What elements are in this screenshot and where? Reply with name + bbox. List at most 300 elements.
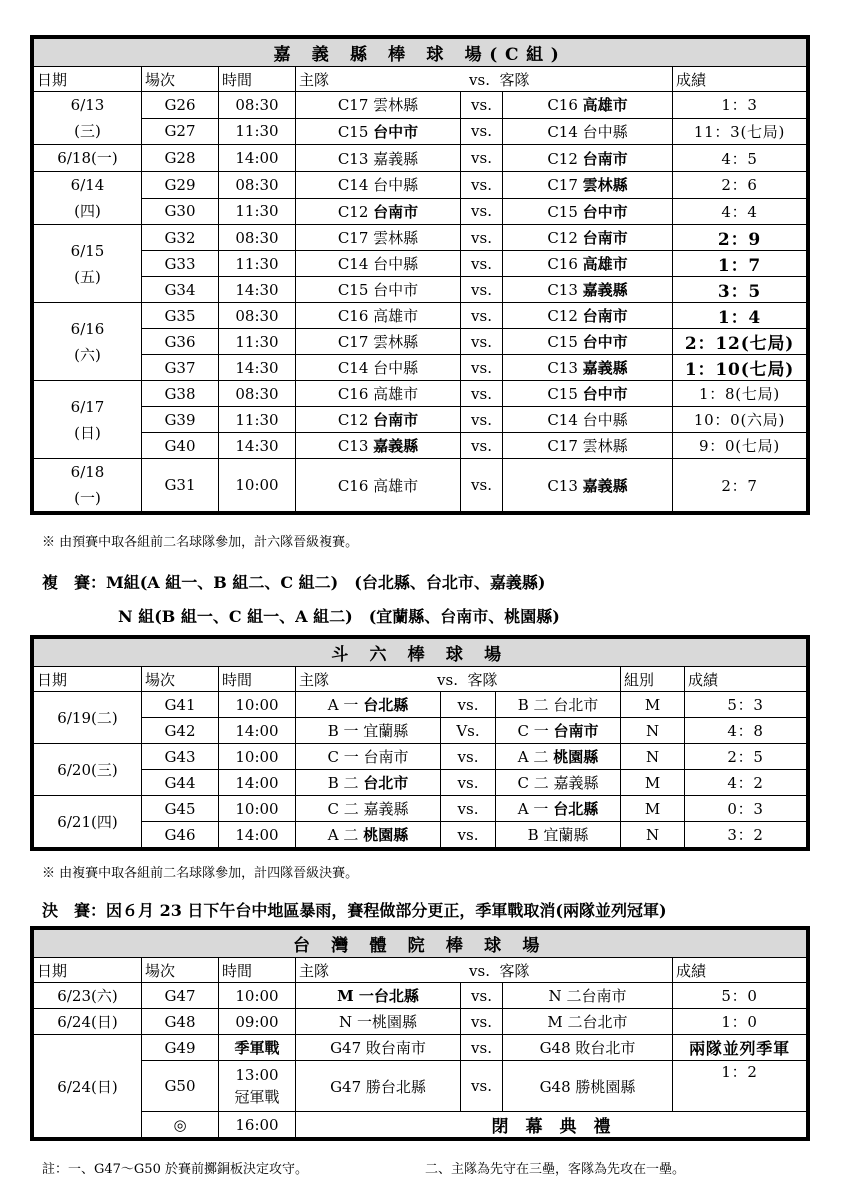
game-cell: G33 xyxy=(142,251,219,277)
team-cell xyxy=(296,692,441,718)
team-name: 台南市 xyxy=(553,722,599,740)
score-cell: 4：5 xyxy=(673,145,807,172)
date-text: (四) xyxy=(74,202,101,220)
table-row xyxy=(34,198,807,225)
time-cell: 10:00 xyxy=(219,459,296,512)
team-code: C15 xyxy=(337,122,369,141)
date-text: 6/18(一) xyxy=(57,149,118,167)
team-name: 嘉義縣 xyxy=(363,800,409,818)
time-cell: 08:30 xyxy=(219,225,296,251)
score-cell: 2：5 xyxy=(685,744,807,770)
team-name: 嘉義縣 xyxy=(582,281,628,299)
time-cell: 11:30 xyxy=(219,407,296,433)
team-cell xyxy=(296,172,461,199)
header-score: 成績 xyxy=(673,958,807,983)
c-group-body xyxy=(34,92,807,512)
team-code: C14 xyxy=(547,122,578,141)
time-cell xyxy=(219,1061,296,1112)
group-cell: N xyxy=(621,718,685,744)
time-cell: 10:00 xyxy=(219,692,296,718)
final-header-row xyxy=(34,958,807,983)
team-name: 台南市 xyxy=(373,411,419,429)
team-cell xyxy=(503,329,673,355)
header-time: 時間 xyxy=(219,958,296,983)
team-name: 桃園縣 xyxy=(553,748,599,766)
team-name: 台南市 xyxy=(373,202,419,221)
time-cell: 10:00 xyxy=(219,796,296,822)
team-cell xyxy=(296,92,461,119)
vs-cell: vs. xyxy=(461,303,503,329)
team-code: C12 xyxy=(547,307,578,325)
final-table xyxy=(33,929,807,1138)
team-name: 雲林縣 xyxy=(373,333,419,351)
home-cell: G47 敗台南市 xyxy=(296,1035,461,1061)
team-name: 台北市 xyxy=(363,774,409,792)
time-cell: 14:00 xyxy=(219,770,296,796)
team-name: 台中市 xyxy=(582,333,628,351)
team-cell xyxy=(503,381,673,407)
team-cell xyxy=(296,329,461,355)
game-cell: G44 xyxy=(142,770,219,796)
team-code: A 二 xyxy=(517,748,549,766)
header-home: 主隊 xyxy=(299,961,330,980)
header-score: 成績 xyxy=(673,67,807,92)
team-code: A 二 xyxy=(327,826,359,844)
team-code: C12 xyxy=(337,411,369,429)
team-name: 台北市 xyxy=(553,696,599,714)
game-cell: G41 xyxy=(142,692,219,718)
team-name: 台中縣 xyxy=(373,176,419,195)
team-cell xyxy=(296,198,461,225)
table-row xyxy=(34,329,807,355)
score-cell: 4：4 xyxy=(673,198,807,225)
table-row xyxy=(34,1035,807,1061)
vs-cell: vs. xyxy=(461,407,503,433)
date-text: 6/15 xyxy=(70,241,105,260)
douliu-body xyxy=(34,692,807,848)
douliu-title: 斗 六 棒 球 場 xyxy=(34,639,807,667)
closing-ceremony-cell: 閉 幕 典 禮 xyxy=(296,1112,807,1138)
team-cell xyxy=(296,770,441,796)
team-cell xyxy=(503,433,673,459)
game-cell: G43 xyxy=(142,744,219,770)
team-cell xyxy=(496,718,621,744)
team-name: 台中縣 xyxy=(582,411,628,429)
game-cell: ◎ xyxy=(142,1112,219,1138)
time-text: 13:00 xyxy=(235,1066,279,1084)
team-name: 台中縣 xyxy=(373,359,419,377)
team-name: 桃園縣 xyxy=(363,826,409,844)
game-cell: G50 xyxy=(142,1061,219,1112)
table-row xyxy=(34,381,807,407)
table-row xyxy=(34,433,807,459)
header-game: 場次 xyxy=(142,667,219,692)
team-name: 台北縣 xyxy=(553,800,599,818)
score-cell: 1：0 xyxy=(673,1009,807,1035)
team-code: C12 xyxy=(337,202,369,221)
time-label: 冠軍戰 xyxy=(234,1088,280,1106)
vs-cell: vs. xyxy=(461,145,503,172)
team-name: 台中市 xyxy=(373,122,419,141)
vs-cell: vs. xyxy=(461,225,503,251)
vs-cell: vs. xyxy=(461,329,503,355)
team-cell xyxy=(296,433,461,459)
home-cell: G47 勝台北縣 xyxy=(296,1061,461,1112)
score-cell: 1：10(七局) xyxy=(673,355,807,381)
header-vs: vs. xyxy=(469,70,490,89)
team-code: C16 xyxy=(337,476,369,495)
team-name: 高雄市 xyxy=(582,96,628,115)
team-cell xyxy=(296,381,461,407)
game-cell: G36 xyxy=(142,329,219,355)
team-name: 嘉義縣 xyxy=(553,774,599,792)
score-cell: 4：8 xyxy=(685,718,807,744)
team-name: 台中市 xyxy=(373,281,419,299)
team-name: 台中市 xyxy=(582,202,628,221)
table-row xyxy=(34,1009,807,1035)
team-name: 台南市 xyxy=(363,748,409,766)
c-group-table-box xyxy=(30,35,810,515)
team-cell xyxy=(296,459,461,512)
time-cell: 08:30 xyxy=(219,303,296,329)
team-name: 高雄市 xyxy=(373,385,419,403)
team-cell xyxy=(503,118,673,145)
date-text: 6/16 xyxy=(70,319,105,338)
c-group-note: ※ 由預賽中取各組前二名球隊參加，計六隊晉級複賽。 xyxy=(42,535,359,550)
c-group-title: 嘉 義 縣 棒 球 場(C組) xyxy=(34,39,807,67)
team-name: 台中縣 xyxy=(582,122,628,141)
date-text: 6/17 xyxy=(70,397,105,416)
team-code: C13 xyxy=(547,359,578,377)
team-code: C16 xyxy=(337,385,369,403)
date-cell xyxy=(34,145,142,172)
team-code: C13 xyxy=(337,437,369,455)
date-text: (日) xyxy=(74,423,101,442)
game-cell: G46 xyxy=(142,822,219,848)
team-name: 雲林縣 xyxy=(582,176,628,195)
team-code: B 一 xyxy=(327,722,359,740)
vs-cell: vs. xyxy=(461,251,503,277)
game-cell: G27 xyxy=(142,118,219,145)
game-cell: G39 xyxy=(142,407,219,433)
table-row xyxy=(34,1112,807,1138)
vs-cell: vs. xyxy=(461,1035,503,1061)
table-row xyxy=(34,145,807,172)
final-table-box xyxy=(30,926,810,1141)
header-away: 客隊 xyxy=(499,961,530,980)
team-cell xyxy=(296,251,461,277)
group-cell: M xyxy=(621,796,685,822)
c-group-header-row xyxy=(34,67,807,92)
group-cell: N xyxy=(621,744,685,770)
team-cell xyxy=(296,118,461,145)
time-cell: 09:00 xyxy=(219,1009,296,1035)
vs-cell: vs. xyxy=(461,355,503,381)
game-cell: G48 xyxy=(142,1009,219,1035)
score-cell: 1：8(七局) xyxy=(673,381,807,407)
date-cell: 6/19(二) xyxy=(34,692,142,744)
date-cell: 6/24(日) xyxy=(34,1009,142,1035)
score-cell: 5：0 xyxy=(673,983,807,1009)
team-name: 宜蘭縣 xyxy=(543,826,589,844)
date-cell xyxy=(34,92,142,145)
team-code: B 二 xyxy=(517,696,549,714)
vs-cell: vs. xyxy=(461,118,503,145)
header-date: 日期 xyxy=(34,67,142,92)
vs-cell: vs. xyxy=(441,692,496,718)
time-cell: 14:30 xyxy=(219,433,296,459)
team-cell xyxy=(503,251,673,277)
date-text: (六) xyxy=(74,345,101,364)
score-cell: 4：2 xyxy=(685,770,807,796)
team-cell xyxy=(503,277,673,303)
vs-cell: vs. xyxy=(441,770,496,796)
score-cell: 1：7 xyxy=(673,251,807,277)
rematch-m-group: M組(A 組一、B 組二、C 組二) (台北縣、台北市、嘉義縣) xyxy=(106,573,546,592)
team-cell xyxy=(296,303,461,329)
team-cell xyxy=(296,355,461,381)
table-row xyxy=(34,355,807,381)
team-code: C16 xyxy=(547,96,578,115)
team-code: C13 xyxy=(547,476,578,495)
away-cell: N 二台南市 xyxy=(503,983,673,1009)
team-cell xyxy=(503,407,673,433)
douliu-table xyxy=(33,638,807,848)
date-cell xyxy=(34,381,142,459)
douliu-note: ※ 由複賽中取各組前二名球隊參加，計四隊晉級決賽。 xyxy=(42,866,359,881)
time-cell: 11:30 xyxy=(219,251,296,277)
time-cell: 14:30 xyxy=(219,355,296,381)
team-code: C17 xyxy=(337,333,369,351)
table-row xyxy=(34,744,807,770)
vs-cell: vs. xyxy=(461,1009,503,1035)
date-text: 6/13 xyxy=(70,96,105,114)
header-date: 日期 xyxy=(34,958,142,983)
header-game: 場次 xyxy=(142,67,219,92)
table-row xyxy=(34,277,807,303)
table-row xyxy=(34,303,807,329)
header-home: 主隊 xyxy=(299,70,330,89)
header-away: 客隊 xyxy=(467,670,498,689)
team-name: 高雄市 xyxy=(373,476,419,495)
game-cell: G29 xyxy=(142,172,219,199)
score-cell: 1：4 xyxy=(673,303,807,329)
team-name: 台南市 xyxy=(582,149,628,168)
away-cell: M 二台北市 xyxy=(503,1009,673,1035)
game-cell: G32 xyxy=(142,225,219,251)
rematch-label: 複 賽： xyxy=(42,573,107,592)
team-cell xyxy=(503,145,673,172)
team-code: C14 xyxy=(337,176,369,195)
vs-cell: vs. xyxy=(461,1061,503,1112)
team-cell xyxy=(496,796,621,822)
team-cell xyxy=(503,355,673,381)
vs-cell: vs. xyxy=(461,198,503,225)
team-cell xyxy=(496,770,621,796)
table-row xyxy=(34,407,807,433)
header-game: 場次 xyxy=(142,958,219,983)
score-cell: 10：0(六局) xyxy=(673,407,807,433)
home-cell: M 一台北縣 xyxy=(296,983,461,1009)
score-cell: 2：9 xyxy=(673,225,807,251)
team-code: A 一 xyxy=(327,696,359,714)
time-cell: 季軍戰 xyxy=(219,1035,296,1061)
game-cell: G30 xyxy=(142,198,219,225)
table-row xyxy=(34,1061,807,1112)
time-cell: 08:30 xyxy=(219,381,296,407)
date-cell xyxy=(34,225,142,303)
time-cell: 11:30 xyxy=(219,118,296,145)
team-code: C15 xyxy=(547,202,578,221)
score-cell: 9：0(七局) xyxy=(673,433,807,459)
table-row xyxy=(34,822,807,848)
date-cell xyxy=(34,459,142,512)
c-group-table xyxy=(33,38,807,512)
date-cell: 6/20(三) xyxy=(34,744,142,796)
table-row xyxy=(34,172,807,199)
time-cell: 14:00 xyxy=(219,145,296,172)
team-cell xyxy=(296,744,441,770)
team-name: 高雄市 xyxy=(582,255,628,273)
header-away: 客隊 xyxy=(499,70,530,89)
header-home: 主隊 xyxy=(299,670,330,689)
final-note-2: 二、主隊為先守在三壘，客隊為先攻在一壘。 xyxy=(425,1162,686,1177)
table-row xyxy=(34,796,807,822)
team-cell xyxy=(503,459,673,512)
team-code: C12 xyxy=(547,149,578,168)
team-code: C 二 xyxy=(327,800,359,818)
team-code: C16 xyxy=(337,307,369,325)
team-name: 雲林縣 xyxy=(582,437,628,455)
team-name: 嘉義縣 xyxy=(582,359,628,377)
time-cell: 16:00 xyxy=(219,1112,296,1138)
header-vs: vs. xyxy=(437,670,458,689)
game-cell: G49 xyxy=(142,1035,219,1061)
date-cell: 6/24(日) xyxy=(34,1035,142,1138)
vs-cell: vs. xyxy=(461,381,503,407)
team-code: C 一 xyxy=(517,722,549,740)
header-date: 日期 xyxy=(34,667,142,692)
team-code: C17 xyxy=(547,176,578,195)
table-row xyxy=(34,718,807,744)
header-time: 時間 xyxy=(219,667,296,692)
team-code: C 一 xyxy=(327,748,359,766)
score-cell: 3：2 xyxy=(685,822,807,848)
time-cell: 11:30 xyxy=(219,329,296,355)
game-cell: G35 xyxy=(142,303,219,329)
date-text: (一) xyxy=(74,489,101,507)
game-cell: G42 xyxy=(142,718,219,744)
team-code: C13 xyxy=(337,149,369,168)
vs-cell: vs. xyxy=(441,796,496,822)
away-cell: G48 敗台北市 xyxy=(503,1035,673,1061)
team-name: 台中縣 xyxy=(373,255,419,273)
team-cell xyxy=(296,277,461,303)
final-title: 台 灣 體 院 棒 球 場 xyxy=(34,930,807,958)
vs-cell: vs. xyxy=(461,983,503,1009)
table-row xyxy=(34,92,807,119)
game-cell: G34 xyxy=(142,277,219,303)
header-teams xyxy=(296,67,673,92)
header-group: 組別 xyxy=(621,667,685,692)
vs-cell: Vs. xyxy=(441,718,496,744)
game-cell: G37 xyxy=(142,355,219,381)
team-code: C15 xyxy=(547,385,578,403)
team-cell xyxy=(296,225,461,251)
score-cell: 3：5 xyxy=(673,277,807,303)
table-row xyxy=(34,225,807,251)
team-code: C17 xyxy=(547,437,578,455)
game-cell: G40 xyxy=(142,433,219,459)
away-cell: G48 勝桃園縣 xyxy=(503,1061,673,1112)
team-code: C 二 xyxy=(517,774,549,792)
table-row xyxy=(34,118,807,145)
group-cell: N xyxy=(621,822,685,848)
game-cell: G47 xyxy=(142,983,219,1009)
time-cell: 14:00 xyxy=(219,822,296,848)
final-note-1: 註：一、G47～G50 於賽前擲銅板決定攻守。 xyxy=(42,1162,308,1177)
header-score: 成績 xyxy=(685,667,807,692)
score-cell: 1：3 xyxy=(673,92,807,119)
date-cell: 6/21(四) xyxy=(34,796,142,848)
team-code: C14 xyxy=(547,411,578,429)
team-cell xyxy=(496,744,621,770)
team-name: 台南市 xyxy=(582,307,628,325)
team-name: 台南市 xyxy=(582,229,628,247)
team-cell xyxy=(503,172,673,199)
team-name: 嘉義縣 xyxy=(373,149,419,168)
vs-cell: vs. xyxy=(461,459,503,512)
game-cell: G31 xyxy=(142,459,219,512)
douliu-header-row xyxy=(34,667,807,692)
game-cell: G45 xyxy=(142,796,219,822)
table-row xyxy=(34,692,807,718)
team-name: 嘉義縣 xyxy=(582,476,628,495)
time-cell: 14:00 xyxy=(219,718,296,744)
time-cell: 10:00 xyxy=(219,744,296,770)
date-text: (三) xyxy=(74,122,101,140)
team-cell xyxy=(503,92,673,119)
team-cell xyxy=(503,225,673,251)
team-cell xyxy=(496,822,621,848)
date-text: 6/14 xyxy=(70,176,105,194)
time-cell: 14:30 xyxy=(219,277,296,303)
team-name: 雲林縣 xyxy=(373,229,419,247)
table-row xyxy=(34,251,807,277)
score-cell: 0：3 xyxy=(685,796,807,822)
team-code: B xyxy=(527,826,539,844)
home-cell: N 一桃園縣 xyxy=(296,1009,461,1035)
vs-cell: vs. xyxy=(461,433,503,459)
team-code: A 一 xyxy=(517,800,549,818)
final-label: 決 賽：因６月 23 日下午台中地區暴雨，賽程做部分更正，季軍戰取消(兩隊並列冠軍) xyxy=(42,901,667,920)
game-cell: G28 xyxy=(142,145,219,172)
header-teams xyxy=(296,958,673,983)
date-cell xyxy=(34,303,142,381)
team-cell xyxy=(296,796,441,822)
table-row xyxy=(34,983,807,1009)
team-name: 台北縣 xyxy=(363,696,409,714)
table-row xyxy=(34,770,807,796)
score-cell: 11：3(七局) xyxy=(673,118,807,145)
team-code: C15 xyxy=(337,281,369,299)
score-cell: 1：2 xyxy=(673,1061,807,1112)
team-name: 嘉義縣 xyxy=(373,437,419,455)
team-cell xyxy=(503,198,673,225)
team-cell xyxy=(296,145,461,172)
header-teams xyxy=(296,667,621,692)
date-text: (五) xyxy=(74,267,101,286)
